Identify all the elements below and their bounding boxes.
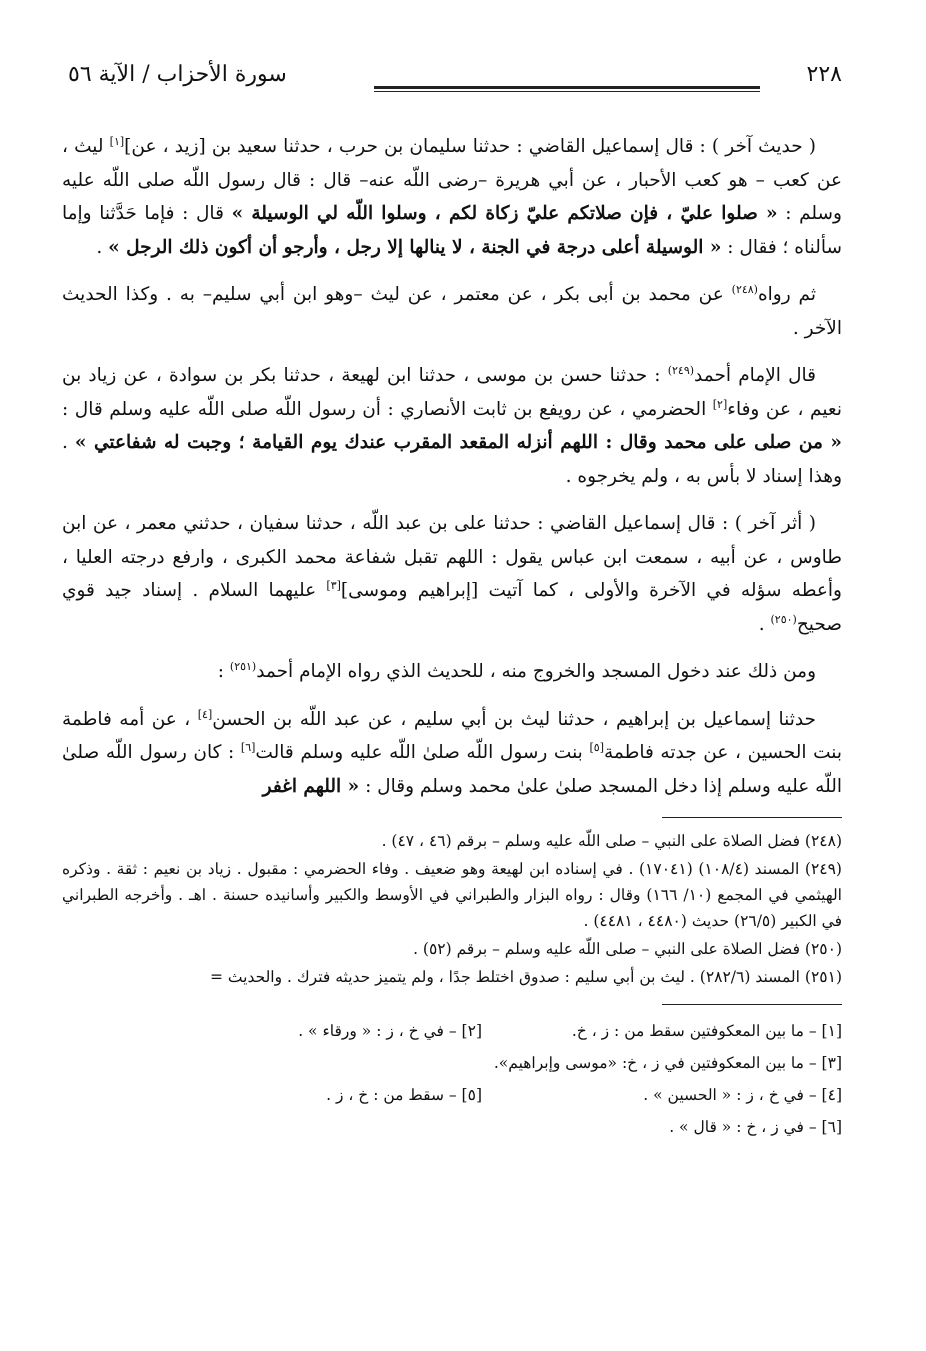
footnote-251: (٢٥١) المسند (٢٨٢/٦) . ليث بن أبي سليم : صدوق اختلط جدًا ، ولم يتميز حديثه فترك . والحديث = bbox=[210, 968, 842, 986]
paragraph-text: : حدثنا حسن بن موسى ، حدثنا ابن لهيعة ، حدثنا بكر بن سوادة ، عن زياد بن نعيم ، عن وفاء bbox=[62, 365, 842, 420]
main-text bbox=[62, 130, 842, 803]
variant-note: [٦] – في ز ، خ : « قال » . bbox=[669, 1118, 842, 1136]
surah-title: سورة الأحزاب / الآية ٥٦ bbox=[68, 62, 287, 87]
hadith-quote: « الوسيلة أعلى درجة في الجنة ، لا ينالها إلا رجل ، وأرجو أن أكون ذلك الرجل » bbox=[108, 236, 722, 258]
footnote-marker: (٢٤٩) bbox=[667, 363, 695, 377]
hadith-quote: « اللهم اغفر bbox=[262, 775, 360, 797]
paragraph-text: بنت رسول اللّه صلىٰ اللّه عليه وسلم قالت bbox=[255, 742, 590, 763]
variant-row bbox=[62, 1047, 842, 1079]
footnote-marker: [٤] bbox=[197, 707, 213, 721]
variant-row bbox=[62, 1015, 842, 1047]
footnote-marker: (٢٤٨) bbox=[731, 282, 758, 296]
apparatus-divider bbox=[662, 1004, 842, 1005]
paragraph-text: الحضرمي ، عن رويفع بن ثابت الأنصاري : أن رسول اللّه صلى اللّه عليه وسلم قال : bbox=[62, 398, 713, 420]
book-page bbox=[62, 48, 842, 1143]
variant-row bbox=[62, 1111, 842, 1143]
variant-note: [٥] – سقط من : خ ، ز . bbox=[326, 1086, 482, 1104]
header-rule bbox=[374, 86, 760, 92]
paragraph-text: ( حديث آخر ) : قال إسماعيل القاضي : حدثنا سليمان بن حرب ، حدثنا سعيد بن [زيد ، عن] bbox=[124, 136, 816, 157]
footnote-marker: [٥] bbox=[589, 740, 604, 754]
footnote-marker: (٢٥١) bbox=[229, 659, 257, 673]
page-header bbox=[62, 48, 842, 104]
footnote-divider bbox=[662, 817, 842, 818]
footnote-marker: (٢٥٠) bbox=[770, 612, 797, 626]
body-paragraph bbox=[62, 703, 842, 804]
paragraph-text: ، عن أمه فاطمة بنت الحسين ، عن جدته فاطمة bbox=[62, 708, 843, 763]
footnote-marker: [٣] bbox=[326, 578, 341, 592]
paragraph-text: عن محمد بن أبى بكر ، عن معتمر ، عن ليث –وهو ابن أبي سليم– به . وكذا الحديث الآخر . bbox=[62, 284, 842, 339]
variant-note: [٢] – في خ ، ز : « ورقاء » . bbox=[298, 1022, 482, 1040]
paragraph-text: : bbox=[217, 661, 230, 682]
variant-note: [١] – ما بين المعكوفتين سقط من : ز ، خ. bbox=[571, 1022, 842, 1040]
paragraph-text: حدثنا إسماعيل بن إبراهيم ، حدثنا ليث بن أبي سليم ، عن عبد اللّه بن الحسن bbox=[212, 708, 816, 730]
body-paragraph bbox=[62, 507, 842, 641]
paragraph-text: ليث ، عن كعب – هو كعب الأحبار ، عن أبي هريرة –رضى اللّه عنه– قال : قال رسول اللّه صلى اللّه عليه وسلم : bbox=[62, 136, 842, 224]
paragraph-text: قال : فإما حَدَّثنا وإما سألناه ؛ فقال : bbox=[62, 203, 842, 258]
paragraph-text: : كان رسول اللّه صلىٰ اللّه عليه وسلم إذا دخل المسجد صلىٰ علىٰ محمد وسلم وقال : bbox=[62, 742, 842, 797]
page-number: ٢٢٨ bbox=[806, 62, 842, 87]
paragraph-text: ثم رواه bbox=[757, 284, 816, 305]
footnote-250: (٢٥٠) فضل الصلاة على النبي – صلى اللّه عليه وسلم – برقم (٥٢) . bbox=[413, 940, 842, 958]
paragraph-text: ( أثر آخر ) : قال إسماعيل القاضي : حدثنا على بن عبد اللّه ، حدثنا سفيان ، حدثني معمر ، عن ابن طاوس ، عن أبيه ، سمعت ابن عباس يقول : اللهم تقبل شفاعة محمد الكبرى ، وارفع درجته العليا ، وأعطه سؤله في الآخرة والأولى ، كما آتيت [إبراهيم وموسى] bbox=[62, 513, 842, 601]
footnote-marker: [١] bbox=[109, 134, 125, 148]
footnote-marker: [٦] bbox=[240, 740, 256, 754]
footnote-248: (٢٤٨) فضل الصلاة على النبي – صلى اللّه عليه وسلم – برقم (٤٦ ، ٤٧) . bbox=[381, 832, 842, 850]
paragraph-text: ومن ذلك عند دخول المسجد والخروج منه ، للحديث الذي رواه الإمام أحمد bbox=[256, 661, 816, 682]
body-paragraph bbox=[62, 130, 842, 264]
variant-row bbox=[62, 1079, 842, 1111]
paragraph-text: . bbox=[96, 236, 109, 258]
body-paragraph bbox=[62, 278, 842, 345]
body-paragraph bbox=[62, 655, 842, 689]
variant-note: [٣] – ما بين المعكوفتين في ز ، خ: «موسى وإبراهيم». bbox=[493, 1054, 842, 1072]
paragraph-text: . وهذا إسناد لا بأس به ، ولم يخرجوه . bbox=[62, 432, 842, 487]
variant-note: [٤] – في خ ، ز : « الحسين » . bbox=[643, 1086, 842, 1104]
hadith-quote: « صلوا عليّ ، فإن صلاتكم عليّ زكاة لكم ، وسلوا اللّه لي الوسيلة » bbox=[231, 203, 778, 224]
footnote-marker: [٢] bbox=[712, 397, 728, 411]
paragraph-text: . bbox=[758, 613, 771, 635]
footnote-249: (٢٤٩) المسند (١٠٨/٤) (١٧٠٤١) . في إسناده ابن لهيعة وهو ضعيف . وفاء الحضرمي : مقبول . زياد بن نعيم : ثقة . وذكره الهيثمي في المجمع (١٠/ ١٦٦) وقال : رواه البزار والطبراني في الأوسط والكبير وأسانيده حسنة . اهـ . وأخرجه الطبراني في الكبير (٢٦/٥) حديث (٤٤٨٠ ، ٤٤٨١) . bbox=[62, 860, 842, 930]
paragraph-text: عليهما السلام . إسناد جيد قوي صحيح bbox=[62, 580, 842, 635]
body-paragraph bbox=[62, 359, 842, 493]
footnotes bbox=[62, 828, 842, 990]
paragraph-text: قال الإمام أحمد bbox=[694, 365, 816, 386]
hadith-quote: « من صلى على محمد وقال : اللهم أنزله المقعد المقرب عندك يوم القيامة ؛ وجبت له شفاعتي » bbox=[74, 432, 842, 453]
manuscript-variants bbox=[62, 1015, 842, 1143]
